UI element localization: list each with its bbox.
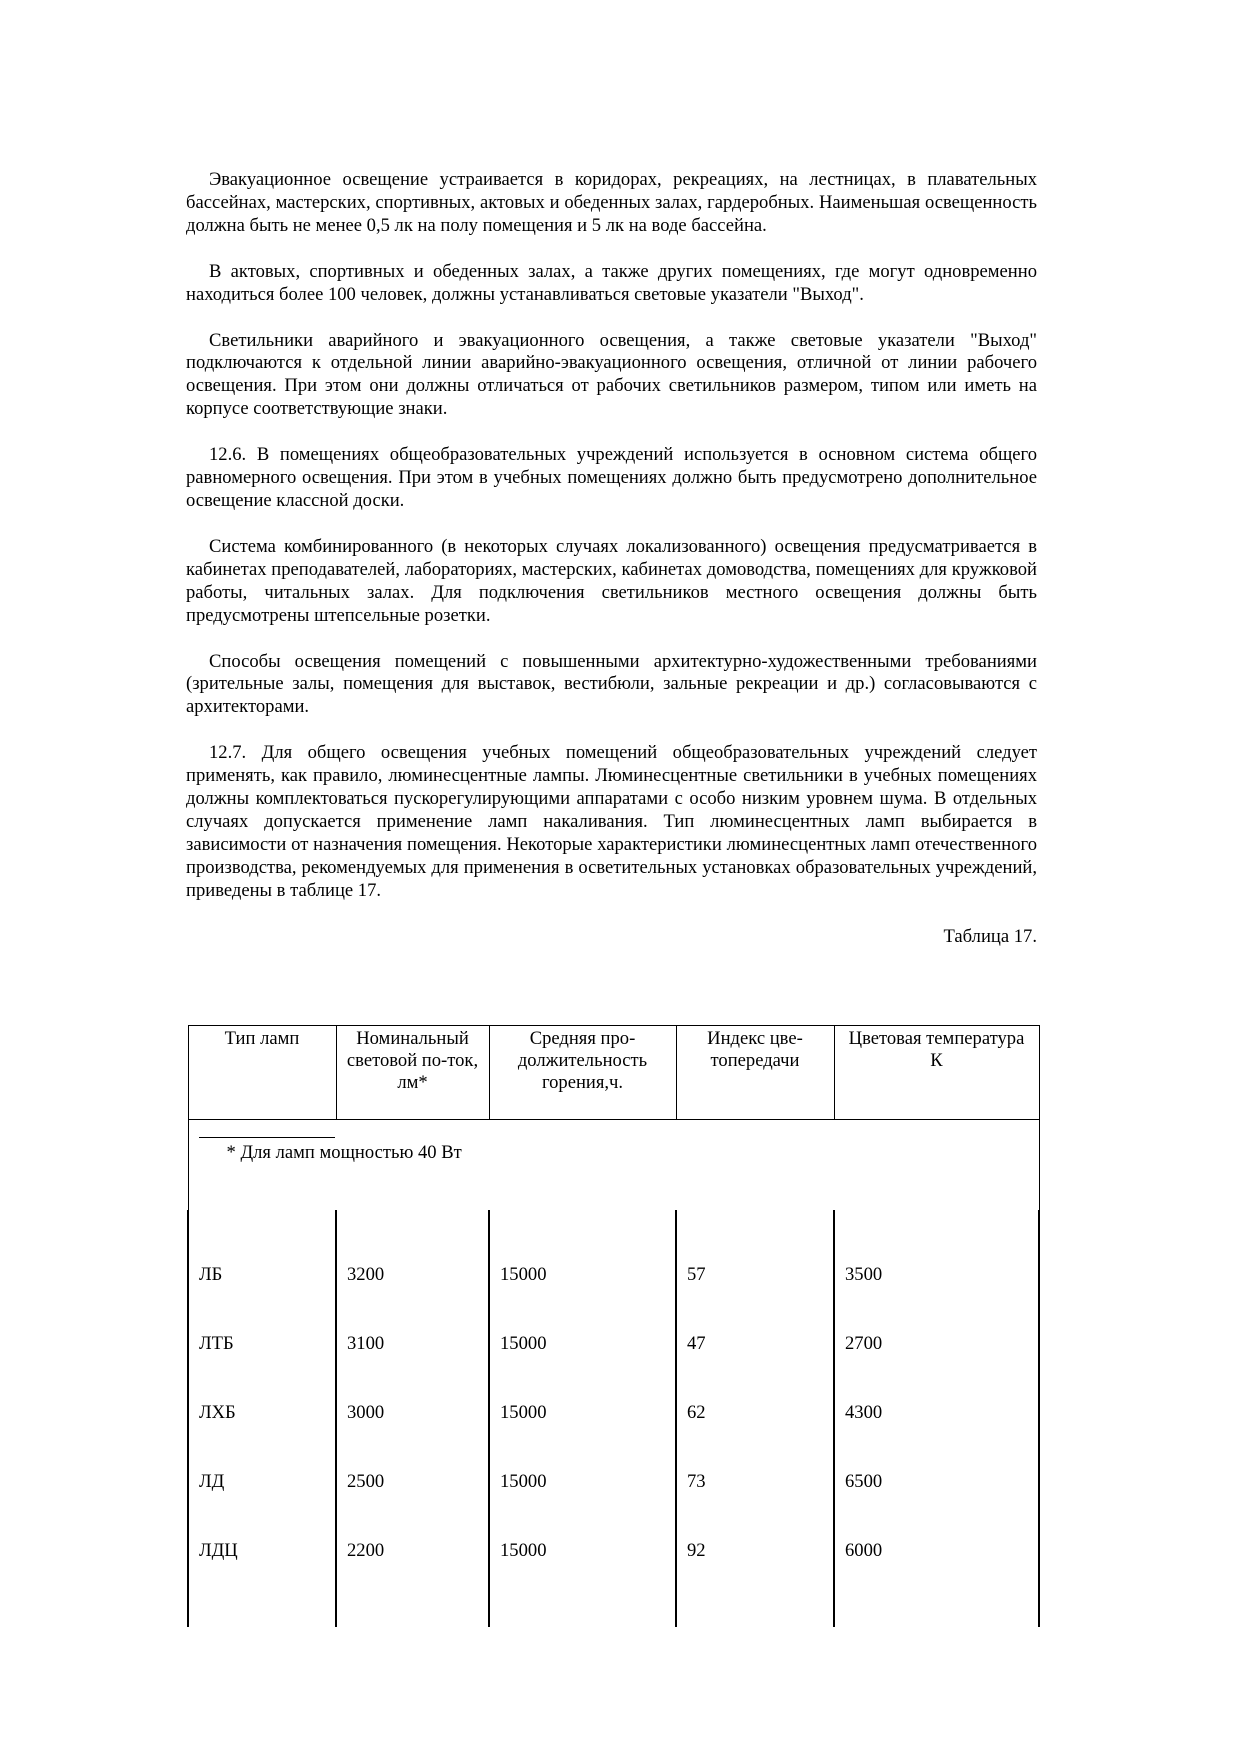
cell-lamp-type: ЛТБ [188,1309,336,1378]
cell-color-temperature: 4300 [834,1378,1039,1447]
cell-cri: 57 [676,1210,834,1309]
cell-luminous-flux: 2200 [336,1516,489,1585]
table-row [188,1309,1039,1378]
paragraph-combined-lighting: Система комбинированного (в некоторых случаях локализованного) освещения предусматривается в кабинетах преподавателей, лабораториях, мастерских, кабинетах домоводства, помещениях для кружковой работы, читальных залах. Для подключения светильников местного освещения должны быть предусмотрены штепсельные розетки. [186,535,1037,626]
cell-lifetime: 15000 [489,1210,676,1309]
empty-cell [489,1585,676,1627]
cell-color-temperature: 3500 [834,1210,1039,1309]
cell-color-temperature: 2700 [834,1309,1039,1378]
cell-cri: 47 [676,1309,834,1378]
footnote-text: * Для ламп мощностью 40 Вт [226,1142,462,1163]
cell-lifetime: 15000 [489,1516,676,1585]
paragraph-exit-signs: В актовых, спортивных и обеденных залах, а также других помещениях, где могут одновременно находиться более 100 человек, должны устанавливаться световые указатели "Выход". [186,260,1037,305]
table-header-row [188,1026,1039,1120]
cell-lamp-type: ЛД [188,1447,336,1516]
cell-cri: 62 [676,1378,834,1447]
table-row [188,1210,1039,1309]
paragraph-evacuation-lighting: Эвакуационное освещение устраивается в коридорах, рекреациях, на лестницах, в плавательных бассейнах, мастерских, спортивных, актовых и обеденных залах, гардеробных. Наименьшая освещенность должна быть не менее 0,5 лк на полу помещения и 5 лк на воде бассейна. [186,169,1037,236]
cell-lifetime: 15000 [489,1309,676,1378]
cell-lamp-type: ЛБ [188,1210,336,1309]
paragraph-section-12-7: 12.7. Для общего освещения учебных помещений общеобразовательных учреждений следует применять, как правило, люминесцентные лампы. Люминесцентные светильники в учебных помещениях должны комплектоваться пускорегулирующими аппаратами с особо низким уровнем шума. В отдельных случаях допускается применение ламп накаливания. Тип люминесцентных ламп выбирается в зависимости от назначения помещения. Некоторые характеристики люминесцентных ламп отечественного производства, рекомендуемых для применения в осветительных установках образовательных учреждений, приведены в таблице 17. [186,742,1037,901]
footnote-row [188,1120,1039,1211]
table-row [188,1516,1039,1585]
cell-luminous-flux: 3200 [336,1210,489,1309]
document-body [186,169,1037,948]
paragraph-architectural-lighting: Способы освещения помещений с повышенными архитектурно-художественными требованиями (зрительные залы, помещения для выставок, вестибюли, зальные рекреации и др.) согласовываются с архитекторами. [186,650,1037,718]
cell-cri: 92 [676,1516,834,1585]
header-lamp-type: Тип ламп [188,1026,336,1120]
lamp-characteristics-table [187,1025,1038,1627]
cell-lifetime: 15000 [489,1447,676,1516]
cell-color-temperature: 6000 [834,1516,1039,1585]
footnote-cell [188,1120,1039,1211]
table-spacer-row [188,1585,1039,1627]
header-color-temperature: Цветовая температура К [834,1026,1039,1120]
paragraph-section-12-6: 12.6. В помещениях общеобразовательных учреждений используется в основном система общего равномерного освещения. При этом в учебных помещениях должно быть предусмотрено дополнительное освещение классной доски. [186,444,1037,511]
empty-cell [188,1585,336,1627]
table-row [188,1447,1039,1516]
empty-cell [676,1585,834,1627]
paragraph-emergency-luminaires: Светильники аварийного и эвакуационного освещения, а также световые указатели "Выход" подключаются к отдельной линии аварийно-эвакуационного освещения, отличной от линии рабочего освещения. При этом они должны отличаться от рабочих светильников размером, типом или иметь на корпусе соответствующие знаки. [186,329,1037,420]
header-lifetime: Средняя про-должительность горения,ч. [489,1026,676,1120]
empty-cell [336,1585,489,1627]
cell-color-temperature: 6500 [834,1447,1039,1516]
cell-lamp-type: ЛДЦ [188,1516,336,1585]
cell-lifetime: 15000 [489,1378,676,1447]
header-color-rendering-index: Индекс цве-топередачи [676,1026,834,1120]
cell-luminous-flux: 3100 [336,1309,489,1378]
cell-lamp-type: ЛХБ [188,1378,336,1447]
table-caption: Таблица 17. [943,925,1037,947]
header-luminous-flux: Номинальный световой по-ток, лм* [336,1026,489,1120]
table-row [188,1378,1039,1447]
cell-luminous-flux: 2500 [336,1447,489,1516]
cell-luminous-flux: 3000 [336,1378,489,1447]
empty-cell [834,1585,1039,1627]
footnote-divider [199,1137,335,1138]
cell-cri: 73 [676,1447,834,1516]
